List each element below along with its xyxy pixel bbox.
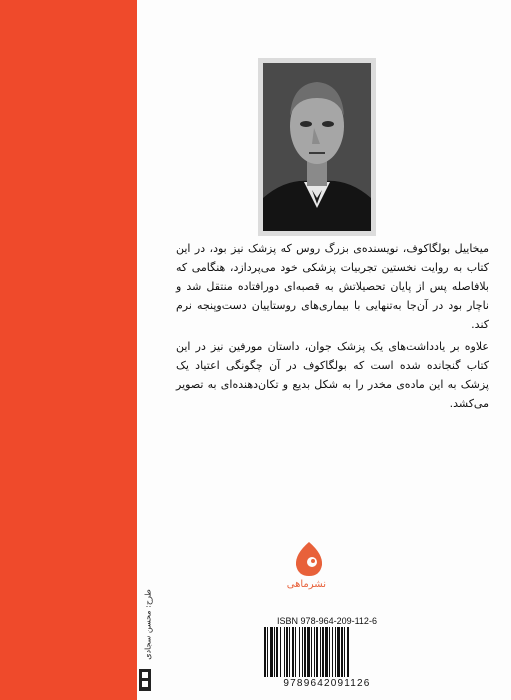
author-portrait	[258, 58, 376, 236]
barcode-number: 9789642091126	[283, 678, 371, 689]
designer-credit-text: طرح: محسن سجادی	[143, 589, 153, 660]
publisher-name: نشرماهی	[286, 579, 326, 590]
spine-publisher-logo-icon	[137, 668, 153, 692]
fish-logo-icon	[292, 540, 326, 578]
publisher-logo	[286, 540, 326, 600]
barcode-icon	[261, 627, 393, 677]
isbn-text: ISBN 978-964-209-112-6	[277, 616, 377, 626]
blurb-paragraph-1: میخاییل بولگاکوف، نویسنده‌ی بزرگ روس که پزشک نیز بود، در این کتاب به روایت نخستین تجربیات پزشکی خود می‌پردازد، هنگامی که بلافاصله پس از پایان تحصیلاتش به قصبه‌ای دورافتاده منتقل شد و ناچار بود در آن‌جا به‌تنهایی با بیماری‌های روستاییان دست‌وپنجه نرم کند.	[176, 242, 489, 331]
blurb-paragraph-2: علاوه بر یادداشت‌های یک پزشک جوان، داستان مورفین نیز در این کتاب گنجانده شده است که بولگاکوف در آن چگونگی اعتیاد یک پزشک به این ماده‌ی مخدر را به شکل بدیع و تکان‌دهنده‌ای به تصویر می‌کشد.	[176, 340, 489, 410]
back-cover-blurb	[176, 239, 489, 413]
spine-color-band	[0, 0, 137, 700]
